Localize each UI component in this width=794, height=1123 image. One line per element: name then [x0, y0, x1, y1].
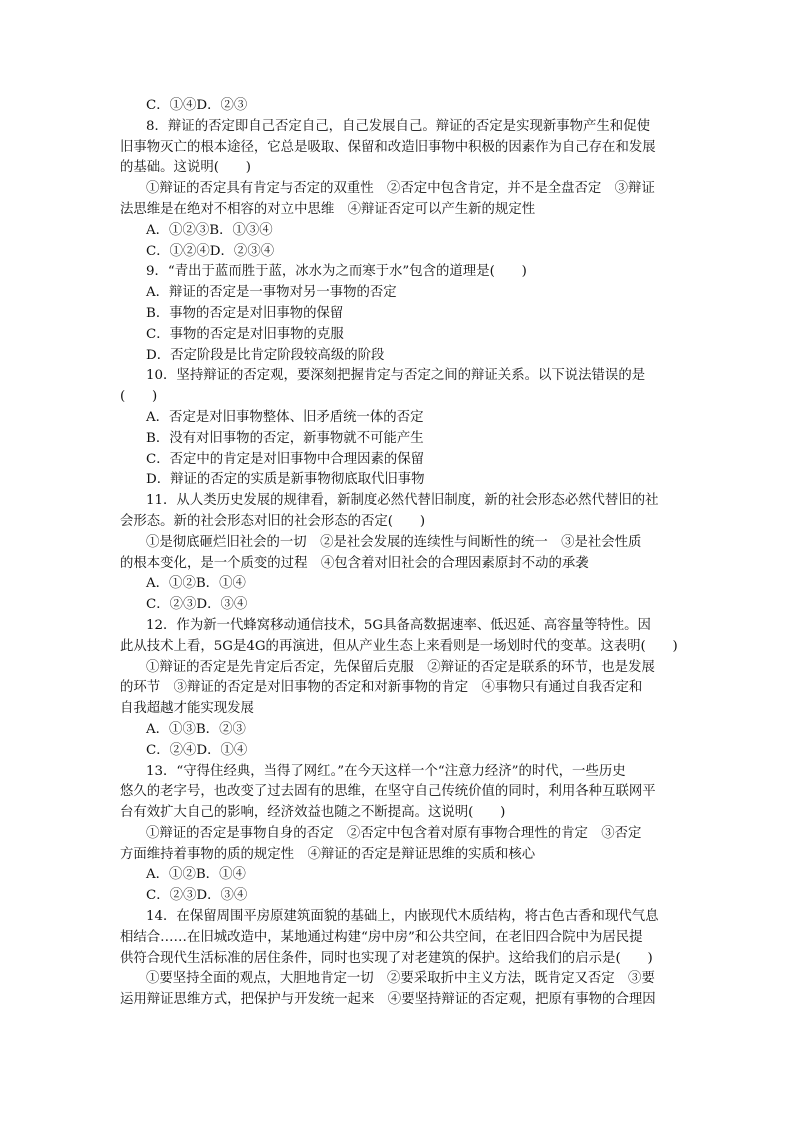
text-line: 方面维持着事物的质的规定性 ④辩证的否定是辩证思维的实质和核心: [120, 846, 536, 862]
text-line: D．否定阶段是比肯定阶段较高级的阶段: [146, 347, 385, 363]
text-line: ①辩证的否定具有肯定与否定的双重性 ②否定中包含肯定，并不是全盘否定 ③辩证: [146, 181, 655, 197]
text-line: 悠久的老字号，也改变了过去固有的思维，在坚守自己传统价值的同时，利用各种互联网平: [120, 784, 656, 800]
text-line: 10．坚持辩证的否定观，要深刻把握肯定与否定之间的辩证关系。以下说法错误的是: [146, 368, 646, 384]
text-line: 14．在保留周围平房原建筑面貌的基础上，内嵌现代木质结构，将古色古香和现代气息: [146, 909, 659, 925]
text-line: 供符合现代生活标准的居住条件，同时也实现了对老建筑的保护。这给我们的启示是( ): [120, 950, 653, 966]
text-line: ( ): [120, 389, 158, 405]
text-line: D．辩证的否定的实质是新事物彻底取代旧事物: [146, 472, 425, 488]
text-line: 旧事物灭亡的根本途径，它总是吸取、保留和改造旧事物中积极的因素作为自己存在和发展: [120, 139, 656, 155]
text-line: A．辩证的否定是一事物对另一事物的否定: [146, 285, 397, 301]
text-line: A．①③B．②③: [146, 721, 246, 737]
text-line: B．事物的否定是对旧事物的保留: [146, 305, 344, 321]
text-line: 会形态。新的社会形态对旧的社会形态的否定( ): [120, 513, 426, 529]
text-line: 的根本变化，是一个质变的过程 ④包含着对旧社会的合理因素原封不动的承袭: [120, 555, 589, 571]
text-line: A．①②B．①④: [146, 576, 246, 592]
text-line: C．②③D．③④: [146, 888, 248, 904]
text-line: 12．作为新一代蜂窝移动通信技术，5G具备高数据速率、低迟延、高容量等特性。因: [146, 617, 651, 633]
text-line: 11．从人类历史发展的规律看，新制度必然代替旧制度，新的社会形态必然代替旧的社: [146, 493, 659, 509]
text-line: 法思维是在绝对不相容的对立中思维 ④辩证否定可以产生新的规定性: [120, 201, 536, 217]
document-page: [120, 96, 680, 1011]
text-line: ①要坚持全面的观点，大胆地肯定一切 ②要采取折中主义方法，既肯定又否定 ③要: [146, 971, 655, 987]
text-line: A．①②③B．①③④: [146, 222, 273, 238]
text-line: 台有效扩大自己的影响，经济效益也随之不断提高。这说明( ): [120, 805, 506, 821]
text-line: 运用辩证思维方式，把保护与开发统一起来 ④要坚持辩证的否定观，把原有事物的合理因: [120, 992, 656, 1008]
text-line: A．①②B．①④: [146, 867, 246, 883]
text-line: B．没有对旧事物的否定，新事物就不可能产生: [146, 430, 424, 446]
text-line: C．否定中的肯定是对旧事物中合理因素的保留: [146, 451, 425, 467]
text-line: 相结合……在旧城改造中，某地通过构建“房中房”和公共空间，在老旧四合院中为居民提: [120, 929, 643, 945]
text-line: 8．辩证的否定即自己否定自己，自己发展自己。辩证的否定是实现新事物产生和促使: [146, 118, 650, 134]
text-line: C．①④D．②③: [146, 98, 248, 113]
text-line: 9．“青出于蓝而胜于蓝，冰水为之而寒于水”包含的道理是( ): [146, 264, 527, 280]
text-line: A．否定是对旧事物整体、旧矛盾统一体的否定: [146, 409, 424, 425]
text-line: ①辩证的否定是事物自身的否定 ②否定中包含着对原有事物合理性的肯定 ③否定: [146, 825, 642, 841]
text-line: C．②④D．①④: [146, 742, 248, 758]
text-line: C．②③D．③④: [146, 597, 248, 613]
text-line: 的环节 ③辩证的否定是对旧事物的否定和对新事物的肯定 ④事物只有通过自我否定和: [120, 680, 643, 696]
text-line: 自我超越才能实现发展: [120, 701, 254, 717]
text-line: ①是彻底砸烂旧社会的一切 ②是社会发展的连续性与间断性的统一 ③是社会性质: [146, 534, 642, 550]
text-line: ①辩证的否定是先肯定后否定，先保留后克服 ②辩证的否定是联系的环节，也是发展: [146, 659, 655, 675]
text-line: 此从技术上看，5G是4G的再演进，但从产业生态上来看则是一场划时代的变革。这表明( ): [120, 638, 678, 654]
text-line: C．①②④D．②③④: [146, 243, 275, 259]
text-line: 13．“守得住经典，当得了网红。”在今天这样一个“注意力经济”的时代，一些历史: [146, 763, 626, 779]
text-line: 的基础。这说明( ): [120, 160, 251, 176]
text-line: C．事物的否定是对旧事物的克服: [146, 326, 344, 342]
